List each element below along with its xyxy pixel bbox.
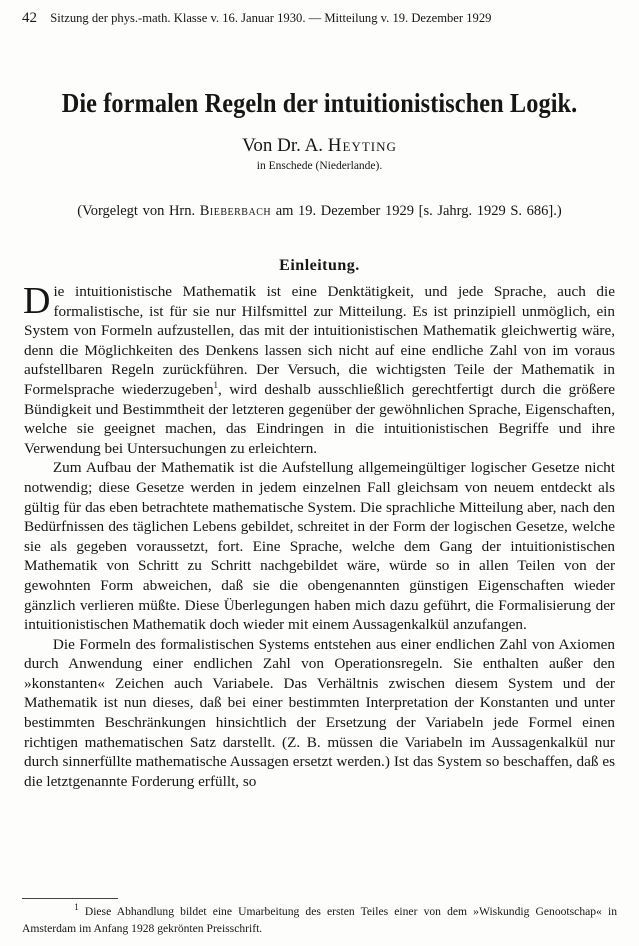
author-location: in Enschede (Niederlande). bbox=[256, 160, 383, 172]
paragraph-2: Zum Aufbau der Mathematik ist die Aufstellung allgemeingültiger logischer Gesetze nicht notwendig; diese Gesetze werden in jedem einzelnen Fall gleichsam von neuem entdeckt als gültig für das eben betrachtete mathematische System. Die sprachliche Mitteilung aber, nach den Bedürfnissen des täglichen Lebens gebildet, schreitet in der Form der logischen Gesetze, welche sie als gegeben voraussetzt, fort. Eine Sprache, welche dem Gang der intuitionistischen Mathematik von Schritt zu Schritt nachgebildet wäre, würde so in allen Teilen von der gewohnten Form abweichen, daß sie die obengenannten günstigen Eigenschaften wieder gänzlich verlieren müßte. Diese Überlegungen haben mich dazu geführt, die Formalisierung der intuitionistischen Mathematik doch wieder mit einem Aussagenkalkül anzufangen. bbox=[24, 459, 615, 634]
author-line bbox=[0, 135, 639, 157]
presented-before: (Vorgelegt von Hrn. bbox=[77, 203, 200, 219]
drop-cap: D bbox=[23, 280, 51, 322]
paragraph-1-part-a: ie intuitionistische Mathematik ist eine Denktätigkeit, und jede Sprache, auch die formalistische, ist für sie nur Hilfsmittel zur Mitteilung. Es ist prinzipiell unmöglich, ein System von Formeln aufzustellen, das mit der intuitionistischen Mathematik gleichwertig wäre, denn die Möglichkeiten des Denkens lassen sich nicht auf eine endliche Zahl von im voraus aufstellbaren Regeln zurückführen. Der Versuch, die wichtigsten Teile der Mathematik in Formelsprache wiederzugeben bbox=[24, 283, 615, 398]
footnote-ref[interactable]: 1 bbox=[213, 379, 219, 390]
presented-after: am 19. Dezember 1929 [s. Jahrg. 1929 S. 686].) bbox=[271, 203, 562, 219]
paragraph-3: Die Formeln des formalistischen Systems entstehen aus einer endlichen Zahl von Axiomen durch Anwendung einer endlichen Zahl von Operationsregeln. Sie enthalten außer den »konstanten« Zeichen auch Variabele. Das Verhältnis zwischen diesem System und der Mathematik ist nun dieses, daß bei einer bestimmten Interpretation der Konstanten und unter bestimmten Beschränkungen hinsichtlich der Ersetzung der Variabeln jede Formel einen richtigen mathematischen Satz darstellt. (Z. B. müssen die Variabeln im Aussagenkalkül nur durch sinnerfüllte mathematische Aussagen ersetzt werden.) Ist das System so beschaffen, daß es die letztgenannte Forderung erfüllt, so bbox=[24, 635, 615, 790]
footnote bbox=[22, 903, 617, 937]
section-heading: Einleitung. bbox=[279, 257, 360, 274]
paragraph-1-part-b: , wird deshalb ausschließlich gerechtfertigt durch die größere Bündigkeit und Bestimmtheit der letzteren gegenüber der gewöhnlichen Sprache, Eigenschaften, welche sie geeignet machen, das Eindringen in die intuitionistischen Begriffe und ihre Verwendung bei Untersuchungen zu erleichtern. bbox=[24, 380, 616, 457]
presenter-name: Bieberbach bbox=[199, 203, 272, 219]
body-text bbox=[24, 282, 615, 791]
author-surname: Heyting bbox=[327, 135, 397, 156]
footnote-rule bbox=[22, 898, 118, 899]
presented-note bbox=[0, 203, 639, 220]
author-prefix: Von Dr. A. bbox=[242, 135, 328, 156]
running-head: Sitzung der phys.-math. Klasse v. 16. Januar 1930. — Mitteilung v. 19. Dezember 1929 bbox=[50, 11, 492, 25]
running-header bbox=[22, 10, 617, 26]
footnote-text: Diese Abhandlung bildet eine Umarbeitung des ersten Teiles einer von dem »Wiskundig Genootschap« in Amsterdam im Anfang 1928 gekrönten Preisschrift. bbox=[22, 905, 617, 935]
page-number: 42 bbox=[22, 10, 37, 26]
footnote-marker: 1 bbox=[74, 902, 79, 913]
article-title: Die formalen Regeln der intuitionistischen Logik. bbox=[61, 88, 578, 118]
paragraph-1 bbox=[24, 282, 615, 458]
